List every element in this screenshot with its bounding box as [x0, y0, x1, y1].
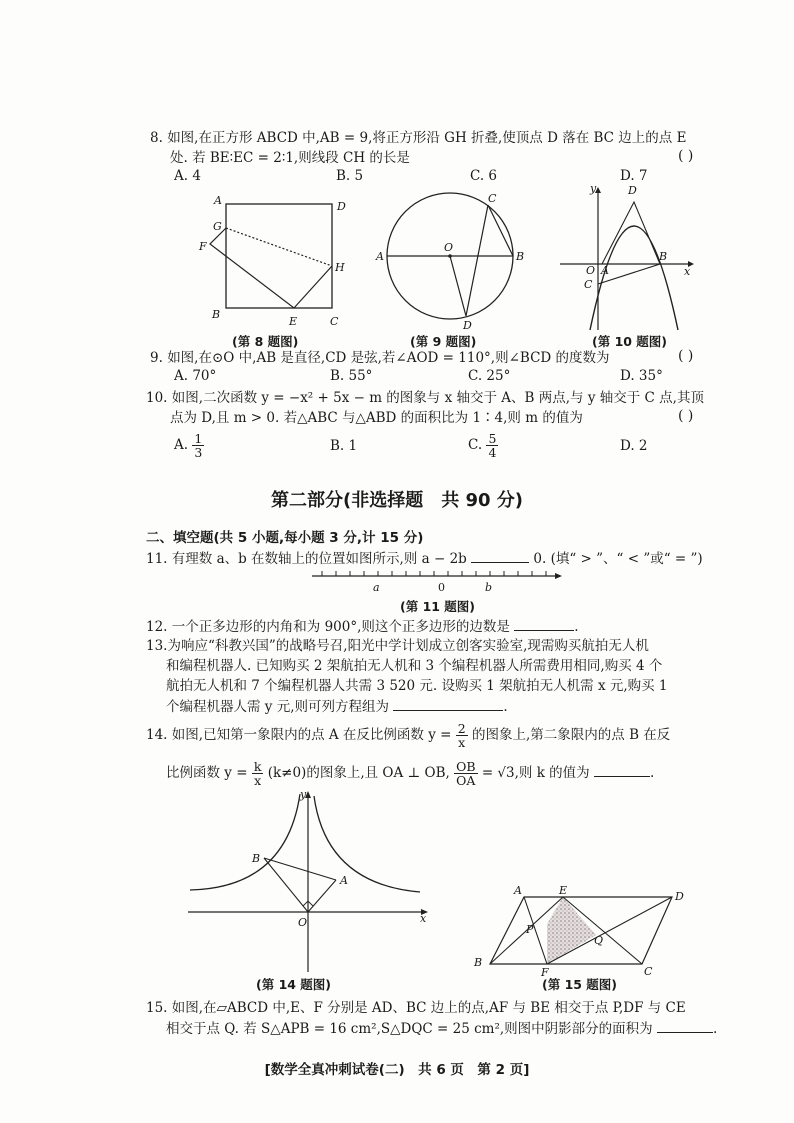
fig15-shaded-region [547, 897, 596, 964]
q10-answer-paren: ( ) [678, 408, 694, 424]
q10-text-line1: 如图,二次函数 y = −x² + 5x − m 的图象与 x 轴交于 A、B 两点,与 y 轴交于 C 点,其顶 [171, 390, 704, 406]
q13-text-line4: 个编程机器人需 y 元,则可列方程组为 [166, 699, 390, 715]
fig8-folded-edges [210, 228, 332, 308]
fig15-label-e: E [559, 884, 568, 897]
fig15-label-q: Q [594, 934, 604, 947]
part2-title: 第二部分(非选择题 共 90 分) [270, 490, 524, 511]
fig8-label-h: H [335, 261, 345, 274]
fig15-label-c: C [644, 965, 653, 976]
q15-end: . [712, 1021, 718, 1037]
q14-frac1-den: x [458, 735, 466, 750]
q13-number: 13. [146, 638, 168, 654]
q9-answer-paren: ( ) [678, 348, 694, 364]
q12-end: . [574, 619, 579, 635]
q10-option-a-prefix: A. [174, 437, 189, 453]
fig8-label-d: D [337, 200, 346, 213]
fig8-caption: (第 8 题图) [232, 334, 299, 349]
q11-caption: (第 11 题图) [400, 599, 476, 614]
fig15-label-f: F [541, 966, 549, 976]
q11-answer-blank[interactable] [471, 548, 529, 563]
q8-option-c: C. 6 [470, 168, 498, 184]
q8-option-d: D. 7 [620, 168, 648, 184]
figure-10 [552, 180, 702, 332]
q14-end: . [649, 765, 655, 781]
q14-text-line2b: (k≠0)的图象上,且 OA ⊥ OB, [267, 765, 450, 781]
q14-text-line2c: = √3,则 k 的值为 [481, 765, 590, 781]
fig10-label-x: x [684, 265, 691, 278]
q11-number-line [308, 566, 568, 596]
fig15-label-p: P [526, 923, 534, 936]
q14-frac3-num: OB [456, 759, 476, 774]
figure-9 [374, 184, 534, 334]
q10-option-c-prefix: C. [468, 437, 483, 453]
q8-line1 [150, 128, 686, 148]
figure-15 [468, 880, 698, 976]
fig10-label-o: O [586, 264, 596, 277]
fig10-label-y: y [590, 182, 597, 195]
fig15-label-a: A [514, 884, 522, 897]
fig9-chord-cd [466, 205, 488, 316]
q14-frac1-num: 2 [457, 721, 466, 736]
q14-answer-blank[interactable] [594, 762, 650, 777]
q15-text-line1: 如图,在▱ABCD 中,E、F 分别是 AD、BC 边上的点,AF 与 BE 相交于点 P,DF 与 CE [171, 1000, 686, 1016]
page-footer: [数学全真冲刺试卷(二) 共 6 页 第 2 页] [264, 1062, 530, 1078]
q11-axis-arrow [555, 573, 562, 579]
fig9-segment-od [450, 256, 466, 316]
fig9-label-d: D [463, 319, 472, 332]
q13-end: . [503, 699, 508, 715]
fig10-label-a: A [601, 264, 609, 277]
q10-option-c-num: 5 [488, 431, 497, 446]
q15-answer-blank[interactable] [657, 1018, 713, 1033]
q8-option-b: B. 5 [336, 168, 364, 184]
q10-option-a-fraction [192, 432, 204, 459]
q14-text-line2a: 比例函数 y = [166, 765, 248, 781]
q11-axis-label-a: a [373, 581, 380, 594]
fig10-label-b: B [659, 250, 668, 263]
q9-option-a: A. 70° [174, 368, 217, 384]
q10-option-d: D. 2 [620, 438, 648, 454]
fig9-label-b: B [516, 250, 525, 263]
fig15-caption: (第 15 题图) [542, 977, 618, 992]
q15-line1 [146, 998, 686, 1018]
q10-number: 10. [146, 390, 168, 406]
q14-fraction-2 [252, 760, 264, 787]
q9-option-b: B. 55° [330, 368, 373, 384]
q10-option-b: B. 1 [330, 438, 358, 454]
fig8-label-c: C [330, 315, 339, 328]
q8-number: 8. [150, 130, 163, 146]
fig9-center-dot [448, 254, 452, 258]
q13-text-line3: 航拍无人机和 7 个编程机器人共需 3 520 元. 设购买 1 架航拍无人机需 x 元,购买 1 [166, 678, 668, 694]
q11-ticks [322, 571, 546, 576]
fig14-label-a: A [340, 874, 348, 887]
fig10-label-c: C [584, 278, 593, 291]
q13-answer-blank[interactable] [393, 696, 503, 711]
fig15-label-d: D [675, 890, 684, 903]
q10-option-c-den: 4 [488, 445, 497, 460]
q14-text-line1a: 如图,已知第一象限内的点 A 在反比例函数 y = [171, 727, 452, 743]
q15-number: 15. [146, 1000, 168, 1016]
q8-answer-paren: ( ) [678, 148, 694, 164]
q10-text-line2: 点为 D,且 m > 0. 若△ABC 与△ABD 的面积比为 1∶4,则 m 的值为 [170, 410, 583, 426]
fig9-label-o: O [444, 241, 454, 254]
q10-option-c-fraction [486, 432, 498, 459]
q8-text-line1: 如图,在正方形 ABCD 中,AB = 9,将正方形沿 GH 折叠,使顶点 D 落在 BC 边上的点 E [167, 130, 687, 146]
q15-text-line2: 相交于点 Q. 若 S△APB = 16 cm²,S△DQC = 25 cm²,则图中阴影部分的面积为 [166, 1021, 653, 1037]
q14-frac2-num: k [253, 759, 262, 774]
q10-option-a-num: 1 [194, 431, 203, 446]
fig14-label-y: y [300, 788, 307, 801]
fig14-segments-oa-ob [264, 858, 336, 912]
q14-frac3-den: OA [456, 773, 476, 788]
section2-heading: 二、填空题(共 5 小题,每小题 3 分,计 15 分) [146, 530, 424, 546]
q12-number: 12. [146, 619, 168, 635]
q14-fraction-1 [456, 722, 468, 749]
q14-line2 [166, 760, 654, 787]
fig14-label-o: O [298, 916, 308, 929]
fig8-label-e: E [289, 315, 298, 328]
q9-option-d: D. 35° [620, 368, 663, 384]
q11-text-after: 0. (填“ > ”、“ < ”或“ = ”) [533, 551, 703, 567]
q14-frac2-den: x [254, 773, 262, 788]
q14-fraction-3 [454, 760, 477, 787]
fig8-label-f: F [199, 240, 207, 253]
figure-14 [186, 788, 436, 974]
fig8-label-b: B [212, 308, 221, 321]
q13-line1 [146, 636, 649, 656]
q12-line [146, 616, 578, 637]
q11-text-before: 有理数 a、b 在数轴上的位置如图所示,则 a − 2b [171, 551, 467, 567]
fig15-label-b: B [474, 956, 483, 969]
q11-axis-label-zero: 0 [438, 581, 445, 594]
fig8-label-a: A [214, 194, 222, 207]
q11-number: 11. [146, 551, 168, 567]
q15-line2 [166, 1018, 717, 1039]
q9-number: 9. [150, 350, 163, 366]
fig10-caption: (第 10 题图) [592, 334, 668, 349]
fig8-label-g: G [213, 220, 222, 233]
fig9-label-a: A [376, 250, 384, 263]
q9-option-c: C. 25° [468, 368, 511, 384]
fig14-label-x: x [420, 912, 427, 925]
figure-8 [196, 192, 356, 332]
q11-axis-label-b: b [485, 581, 493, 594]
fig10-parabola [590, 226, 678, 330]
q13-text-line2: 和编程机器人. 已知购买 2 架航拍无人机和 3 个编程机器人所需费用相同,购买 4 个 [166, 658, 663, 674]
fig9-label-c: C [488, 192, 497, 205]
q10-line1 [146, 388, 704, 408]
q10-option-a [174, 432, 204, 459]
q8-text-line2: 处. 若 BE∶EC = 2∶1,则线段 CH 的长是 [170, 150, 410, 166]
q14-line1 [146, 722, 670, 749]
q12-text: 一个正多边形的内角和为 900°,则这个正多边形的边数是 [171, 619, 510, 635]
fig8-fold-line [226, 228, 332, 266]
q9-line [150, 348, 610, 368]
q8-option-a: A. 4 [174, 168, 201, 184]
fig9-chord-cb [488, 205, 513, 256]
fig14-caption: (第 14 题图) [256, 977, 332, 992]
q13-text-line1: 为响应“科教兴国”的战略号召,阳光中学计划成立创客实验室,现需购买航拍无人机 [167, 638, 649, 654]
q14-number: 14. [146, 727, 168, 743]
fig9-caption: (第 9 题图) [410, 334, 477, 349]
q10-option-a-den: 3 [194, 445, 203, 460]
q14-text-line1b: 的图象上,第二象限内的点 B 在反 [471, 727, 671, 743]
q9-text: 如图,在⊙O 中,AB 是直径,CD 是弦,若∠AOD = 110°,则∠BCD 的度数为 [167, 350, 610, 366]
q12-answer-blank[interactable] [514, 616, 574, 631]
q10-option-c [468, 432, 498, 459]
fig8-square [226, 204, 332, 308]
fig14-segment-ab [264, 858, 336, 880]
fig10-label-d: D [628, 184, 637, 197]
q13-line4 [166, 696, 508, 717]
fig14-curve-second-quadrant [190, 794, 300, 890]
fig14-label-b: B [252, 852, 261, 865]
